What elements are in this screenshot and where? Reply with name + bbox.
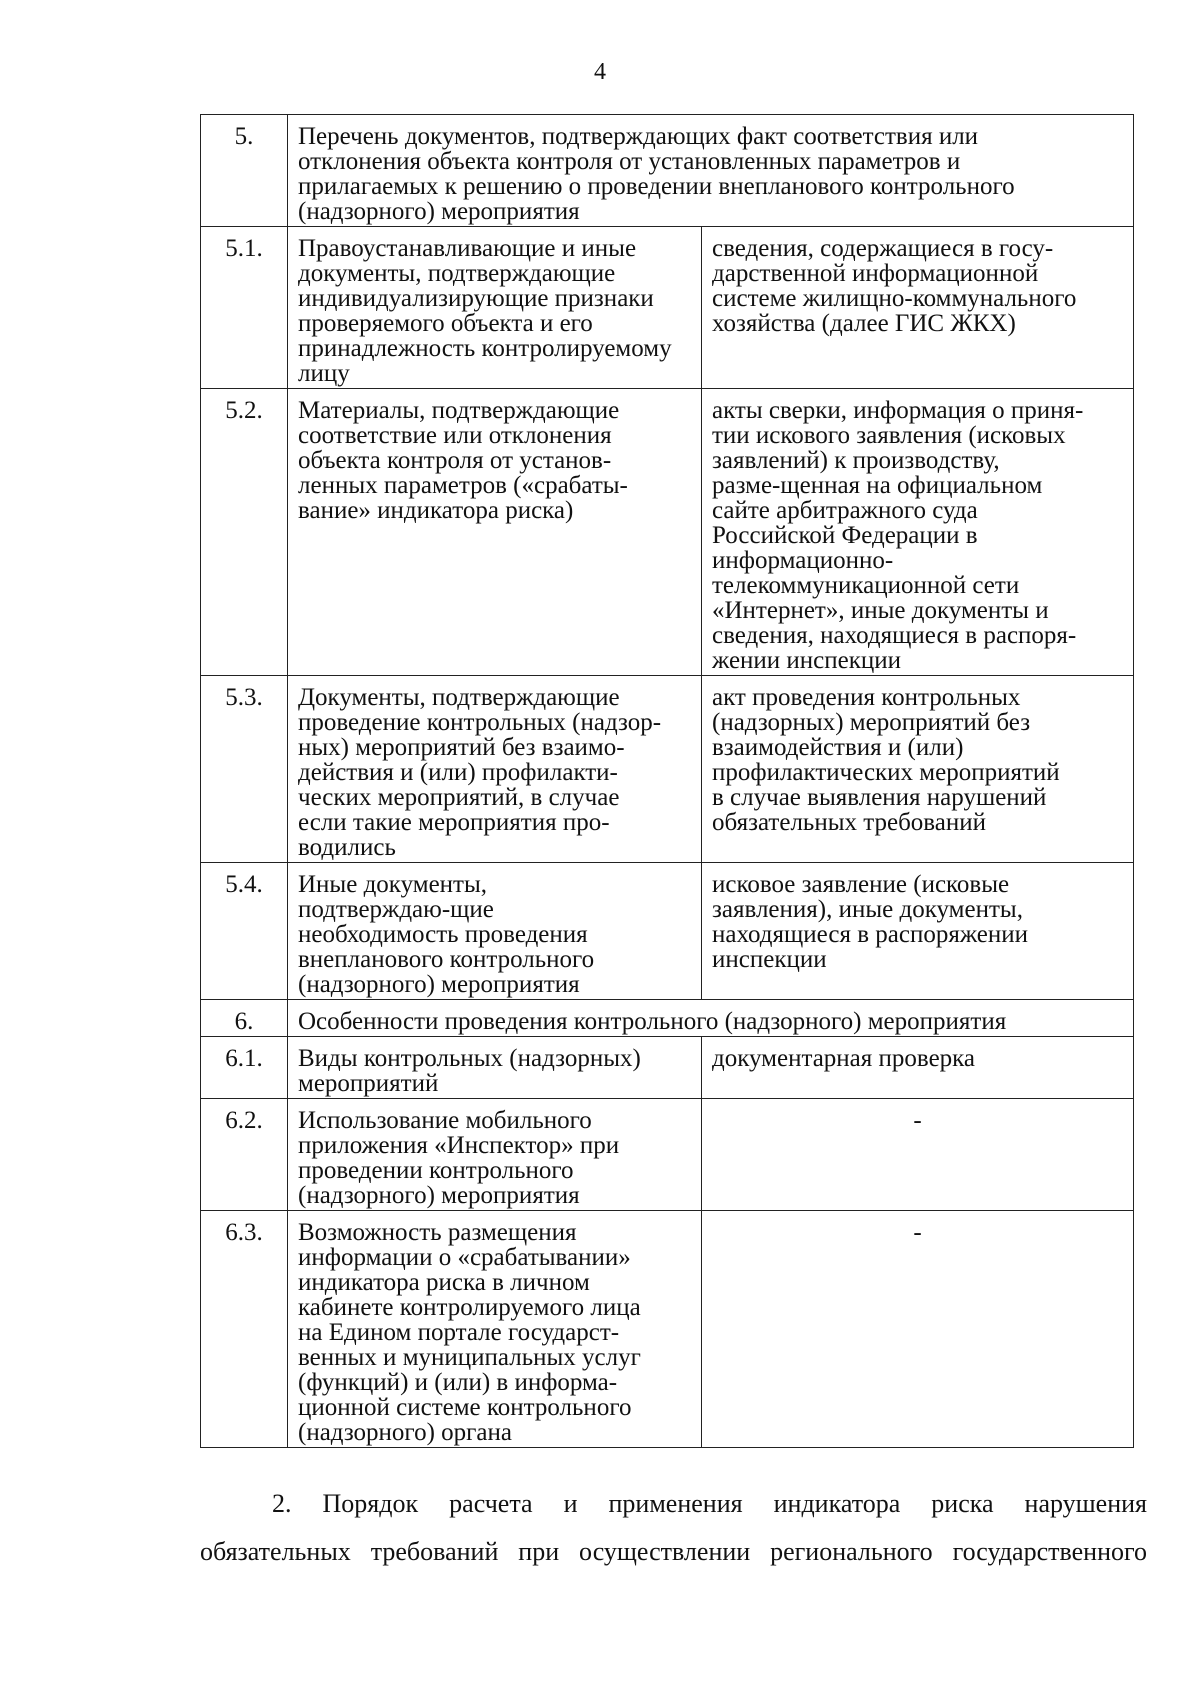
item-label-cell (288, 863, 702, 1000)
cell-text-line: информационно- (712, 547, 894, 574)
cell-text-line: ных) мероприятий без взаимо- (298, 734, 625, 761)
table-row (201, 227, 1134, 389)
item-value-cell (702, 1211, 1134, 1448)
item-label-cell (288, 389, 702, 676)
row-number: 6.3. (201, 1211, 288, 1448)
section-heading-cell (288, 115, 1134, 227)
cell-text-line: разме-щенная на официальном (712, 472, 1043, 499)
table-row (201, 863, 1134, 1000)
table-row (201, 115, 1134, 227)
cell-text-line: вание» индикатора риска) (298, 497, 574, 524)
cell-text-line: на Едином портале государст- (298, 1319, 620, 1346)
cell-text-line: ческих мероприятий, в случае (298, 784, 620, 811)
item-label-cell (288, 1037, 702, 1099)
cell-text-line: (надзорного) мероприятия (298, 971, 580, 998)
cell-text-line: водились (298, 834, 396, 861)
cell-text-line: - (913, 1107, 922, 1134)
cell-text-line: информации о «срабатывании» (298, 1244, 631, 1271)
item-value-cell (702, 227, 1134, 389)
cell-text-line: ционной системе контрольного (298, 1394, 632, 1421)
cell-text-line: системе жилищно-коммунального (712, 285, 1077, 312)
cell-text-line: (надзорного) органа (298, 1419, 512, 1446)
cell-text-line: Возможность размещения (298, 1219, 577, 1246)
table-row (201, 1000, 1134, 1037)
table-row (201, 1037, 1134, 1099)
table-row (201, 1211, 1134, 1448)
table-row (201, 1099, 1134, 1211)
cell-text-line: если такие мероприятия про- (298, 809, 610, 836)
row-number: 5.3. (201, 676, 288, 863)
cell-text-line: «Интернет», иные документы и (712, 597, 1049, 624)
row-number: 5.1. (201, 227, 288, 389)
item-value-cell (702, 676, 1134, 863)
cell-text-line: индивидуализирующие признаки (298, 285, 654, 312)
cell-text-line: лицу (298, 360, 350, 387)
cell-text-line: объекта контроля от установ- (298, 447, 612, 474)
cell-text-line: инспекции (712, 946, 827, 973)
item-label-cell (288, 1099, 702, 1211)
item-label-cell (288, 676, 702, 863)
cell-text-line: проведении контрольного (298, 1157, 574, 1184)
cell-text-line: Перечень документов, подтверждающих факт соответствия или (298, 123, 979, 150)
cell-text-line: сведения, находящиеся в распоря- (712, 622, 1077, 649)
requirements-table (200, 114, 1134, 1448)
cell-text-line: в случае выявления нарушений (712, 784, 1047, 811)
cell-text-line: необходимость проведения (298, 921, 588, 948)
cell-text-line: документарная проверка (712, 1045, 976, 1072)
cell-text-line: венных и муниципальных услуг (298, 1344, 641, 1371)
cell-text-line: Использование мобильного (298, 1107, 592, 1134)
cell-text-line: профилактических мероприятий (712, 759, 1060, 786)
cell-text-line: исковое заявление (исковые (712, 871, 1010, 898)
item-value-cell (702, 1099, 1134, 1211)
cell-text-line: находящиеся в распоряжении (712, 921, 1029, 948)
cell-text-line: акты сверки, информация о приня- (712, 397, 1084, 424)
cell-text-line: ленных параметров («срабаты- (298, 472, 628, 499)
cell-text-line: обязательных требований (712, 809, 986, 836)
cell-text-line: Материалы, подтверждающие (298, 397, 620, 424)
cell-text-line: документы, подтверждающие (298, 260, 616, 287)
cell-text-line: - (913, 1219, 922, 1246)
cell-text-line: мероприятий (298, 1070, 439, 1097)
row-number: 5. (201, 115, 288, 227)
cell-text-line: подтверждаю-щие (298, 896, 494, 923)
item-label-cell (288, 227, 702, 389)
cell-text-line: проверяемого объекта и его (298, 310, 593, 337)
row-number: 6. (201, 1000, 288, 1037)
cell-text-line: заявлений) к производству, (712, 447, 1000, 474)
cell-text-line: принадлежность контролируемому (298, 335, 672, 362)
section-heading-cell (288, 1000, 1134, 1037)
cell-text-line: (надзорного) мероприятия (298, 1182, 580, 1209)
row-number: 5.2. (201, 389, 288, 676)
cell-text-line: (надзорных) мероприятий без (712, 709, 1031, 736)
cell-text-line: Особенности проведения контрольного (надзорного) мероприятия (298, 1008, 1007, 1035)
cell-text-line: тии искового заявления (исковых (712, 422, 1066, 449)
row-number: 5.4. (201, 863, 288, 1000)
cell-text-line: соответствие или отклонения (298, 422, 612, 449)
table-row (201, 389, 1134, 676)
cell-text-line: (функций) и (или) в информа- (298, 1369, 618, 1396)
cell-text-line: дарственной информационной (712, 260, 1039, 287)
cell-text-line: заявления), иные документы, (712, 896, 1023, 923)
cell-text-line: индикатора риска в личном (298, 1269, 590, 1296)
row-number: 6.2. (201, 1099, 288, 1211)
cell-text-line: приложения «Инспектор» при (298, 1132, 620, 1159)
cell-text-line: акт проведения контрольных (712, 684, 1021, 711)
cell-text-line: Иные документы, (298, 871, 488, 898)
cell-text-line: сайте арбитражного суда (712, 497, 978, 524)
cell-text-line: проведение контрольных (надзор- (298, 709, 662, 736)
cell-text-line: жении инспекции (712, 647, 902, 674)
item-value-cell (702, 389, 1134, 676)
cell-text-line: прилагаемых к решению о проведении внепланового контрольного (298, 173, 1015, 200)
item-value-cell (702, 863, 1134, 1000)
cell-text-line: Документы, подтверждающие (298, 684, 620, 711)
paragraph-line-2: обязательных требований при осуществлении регионального государственного (200, 1537, 1147, 1566)
cell-text-line: Виды контрольных (надзорных) (298, 1045, 641, 1072)
cell-text-line: сведения, содержащиеся в госу- (712, 235, 1054, 262)
cell-text-line: (надзорного) мероприятия (298, 198, 580, 225)
cell-text-line: действия и (или) профилакти- (298, 759, 618, 786)
cell-text-line: отклонения объекта контроля от установленных параметров и (298, 148, 961, 175)
row-number: 6.1. (201, 1037, 288, 1099)
cell-text-line: телекоммуникационной сети (712, 572, 1020, 599)
table-row (201, 676, 1134, 863)
cell-text-line: Российской Федерации в (712, 522, 978, 549)
page-number: 4 (594, 59, 606, 85)
table-body (201, 115, 1134, 1448)
cell-text-line: хозяйства (далее ГИС ЖКХ) (712, 310, 1016, 337)
cell-text-line: внепланового контрольного (298, 946, 595, 973)
item-value-cell (702, 1037, 1134, 1099)
paragraph-line-1: 2. Порядок расчета и применения индикатора риска нарушения (272, 1489, 1147, 1518)
cell-text-line: кабинете контролируемого лица (298, 1294, 641, 1321)
cell-text-line: взаимодействия и (или) (712, 734, 964, 761)
cell-text-line: Правоустанавливающие и иные (298, 235, 637, 262)
item-label-cell (288, 1211, 702, 1448)
